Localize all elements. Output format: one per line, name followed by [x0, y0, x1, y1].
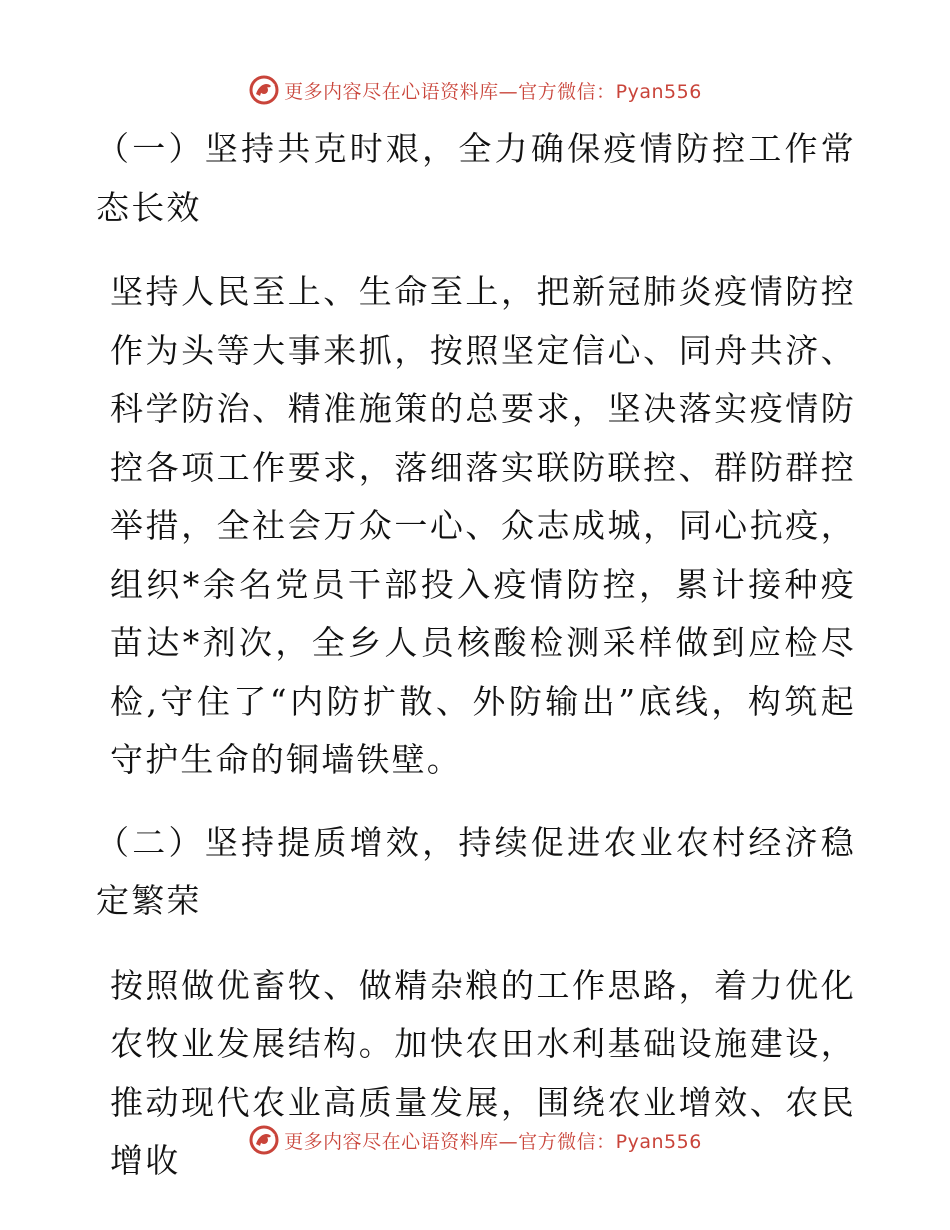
footer-watermark — [0, 1120, 950, 1160]
section-paragraph-2: 按照做优畜牧、做精杂粮的工作思路，着力优化农牧业发展结构。加快农田水利基础设施建设，推动现代农业高质量发展，围绕农业增效、农民增收 — [110, 965, 856, 1180]
document-body — [96, 120, 856, 1215]
swirl-logo-icon — [248, 74, 280, 106]
section-heading-2: （二）坚持提质增效，持续促进农业农村经济稳定繁荣 — [96, 822, 856, 920]
section-paragraph-1: 坚持人民至上、生命至上，把新冠肺炎疫情防控作为头等大事来抓，按照坚定信心、同舟共济、科学防治、精准施策的总要求，坚决落实疫情防控各项工作要求，落细落实联防联控、群防群控举措，全社会万众一心、众志成城，同心抗疫，组织*余名党员干部投入疫情防控，累计接种疫苗达*剂次，全乡人员核酸检测采样做到应检尽检,守住了“内防扩散、外防输出”底线，构筑起守护生命的铜墙铁壁。 — [110, 272, 856, 779]
section-heading-1: （一）坚持共克时艰，全力确保疫情防控工作常态长效 — [96, 129, 856, 227]
watermark-text: 更多内容尽在心语资料库—官方微信：Pyan556 — [284, 1130, 702, 1153]
swirl-logo-icon — [248, 1124, 280, 1156]
header-watermark — [0, 70, 950, 110]
watermark-text: 更多内容尽在心语资料库—官方微信：Pyan556 — [284, 80, 702, 103]
